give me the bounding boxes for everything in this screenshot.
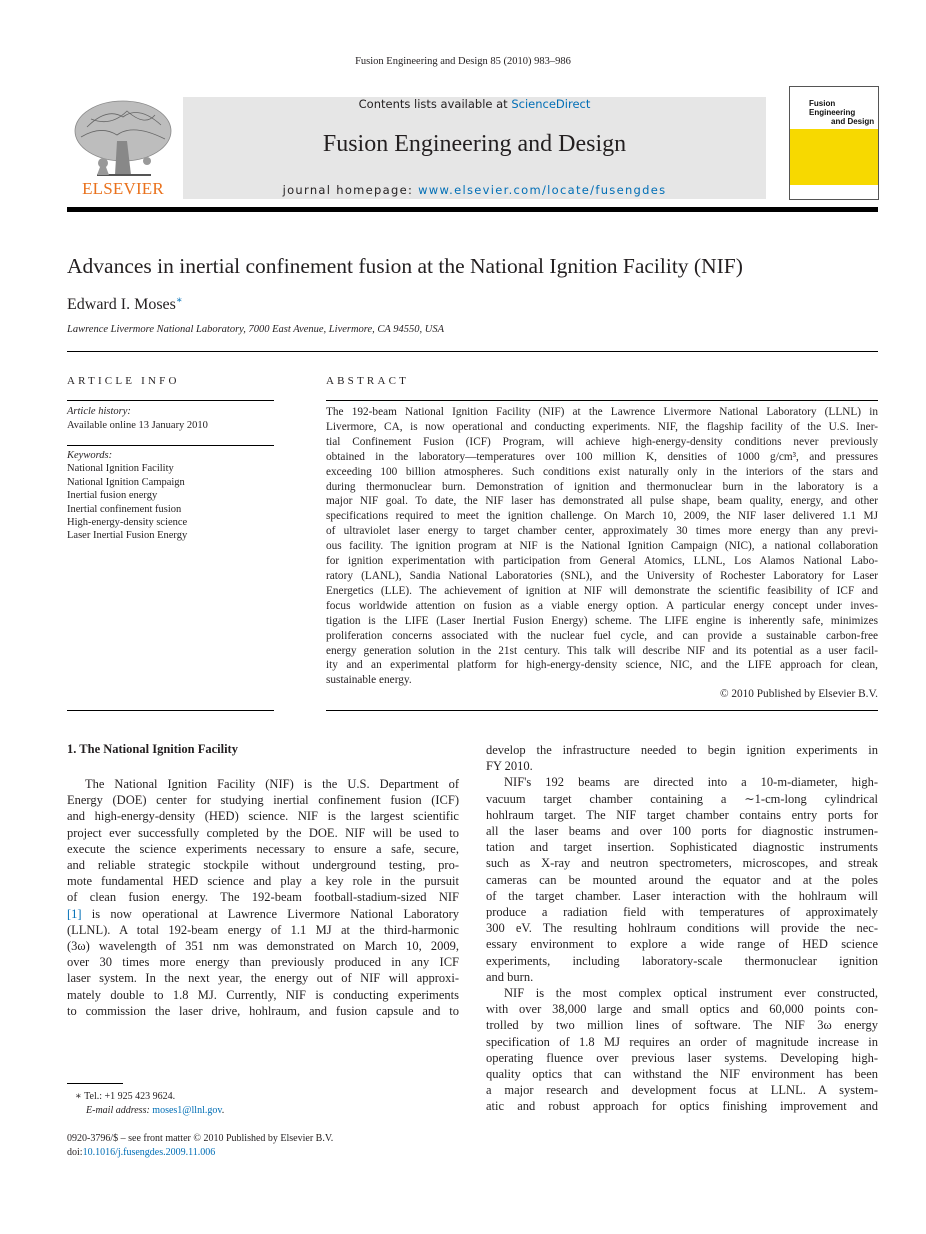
abstract-line: proliferation concerns associated with the nuclear fuel cycle, and can provide a sustainable carbon-free — [326, 629, 878, 642]
header-rule — [67, 351, 878, 352]
article-info-heading: ARTICLE INFO — [67, 375, 180, 387]
running-head: Fusion Engineering and Design 85 (2010) 983–986 — [355, 56, 571, 67]
body-line: FY 2010. — [486, 759, 533, 774]
abstract-rule — [326, 400, 878, 401]
body-line: such as X-ray and neutron spectrometers, microscopes, and streak — [486, 856, 878, 871]
elsevier-logo[interactable] — [67, 97, 179, 199]
body-line: develop the infrastructure needed to begin ignition experiments in — [486, 743, 878, 757]
body-line: a major research and development focus at LLNL. A system- — [486, 1083, 878, 1098]
body-line: produce a radiation field with temperatures of approximately — [486, 905, 878, 920]
body-line: execute the science experiments necessary to ensure a safe, secure, — [67, 841, 459, 856]
tree-icon — [67, 97, 179, 179]
article-title: Advances in inertial confinement fusion at the National Ignition Facility (NIF) — [67, 254, 743, 278]
abstract-line: for ignition experimentation with participation from General Atomics, LLNL, Los Alamos National Labo- — [326, 555, 878, 568]
body-line: of clean fusion energy. The 192-beam football-stadium-sized NIF — [67, 890, 459, 905]
abstract-line: ous facility. The ignition program at NIF is the National Ignition Campaign (NIC), a national collaboration — [326, 540, 878, 553]
abstract-line: Livermore, CA, is now operational and conducting experiments. NIF, the flagship facility of the U.S. Iner- — [326, 420, 878, 433]
body-line: all the laser beams and over 100 ports for diagnostic instrumen- — [486, 824, 878, 839]
journal-banner — [183, 97, 766, 199]
body-line: of the target chamber. Laser interaction with the hohlraum will — [486, 888, 878, 903]
body-line: (3ω) wavelength of 351 nm was demonstrated on March 10, 2009, — [67, 939, 459, 954]
history-label: Article history: — [67, 406, 131, 417]
homepage-line — [183, 183, 766, 197]
masthead-rule — [67, 207, 878, 212]
body-line: experiments, including laboratory-scale thermonuclear ignition — [486, 953, 878, 968]
body-line: The National Ignition Facility (NIF) is the U.S. Department of — [85, 777, 459, 791]
body-line: (LLNL). A total 192-beam energy of 1.1 MJ at the third-harmonic — [67, 922, 459, 937]
keyword-item: National Ignition Campaign — [67, 476, 185, 488]
body-line: trolled by two million lines of software. The NIF 3ω energy — [486, 1018, 878, 1033]
abstract-line: energy generation solution in the 21st century. This talk will describe NIF and its potential as a user facil- — [326, 644, 878, 657]
front-matter-line: 0920-3796/$ – see front matter © 2010 Published by Elsevier B.V. — [67, 1133, 334, 1144]
keyword-item: Laser Inertial Fusion Energy — [67, 530, 188, 542]
author-line — [67, 295, 183, 314]
author-footnote-mark[interactable]: ∗ — [175, 295, 183, 306]
elsevier-wordmark: ELSEVIER — [82, 179, 164, 198]
body-line: Energy (DOE) center for studying inertial confinement fusion (ICF) — [67, 793, 459, 808]
section-heading: 1. The National Ignition Facility — [67, 742, 238, 756]
body-line: and reliable strategic stockpile without underground testing, pro- — [67, 858, 459, 873]
homepage-link[interactable]: www.elsevier.com/locate/fusengdes — [418, 183, 667, 197]
issn-block — [67, 1132, 333, 1159]
doi-line: doi:10.1016/j.fusengdes.2009.11.006 — [67, 1146, 216, 1158]
keywords — [67, 449, 187, 543]
body-line: over 30 times more energy than previously produced in any ICF — [67, 955, 459, 970]
email-link[interactable]: moses1@llnl.gov — [152, 1104, 222, 1116]
abstract-line: ratory (LANL), Sandia National Laboratories (SNL), and the University of Rochester Laboratory for Laser — [326, 569, 878, 582]
journal-cover-thumbnail[interactable] — [789, 86, 879, 200]
body-line: atic and robust approach for optics finishing improvement and — [486, 1099, 878, 1114]
keywords-rule — [67, 445, 274, 446]
abstract-line: tigation is the LIFE (Laser Inertial Fusion Energy) scheme. The LIFE engine is inherently safe, minimizes — [326, 614, 878, 627]
body-line: NIF's 192 beams are directed into a 10-m-diameter, high- — [504, 775, 878, 790]
body-line: tation and target insertion. Sophisticated diagnostic instruments — [486, 840, 878, 855]
body-line: and high-energy-density (HED) science. NIF is the largest scientific — [67, 809, 459, 824]
body-line: mately double to 1.8 MJ. Currently, NIF is conducting experiments — [67, 987, 459, 1002]
body-line: with over 38,000 large and small optics and 60,000 points con- — [486, 1002, 878, 1017]
body-line: mote fundamental HED science and play a key role in the pursuit — [67, 874, 459, 889]
author-name: Edward I. Moses — [67, 296, 176, 313]
keyword-item: Inertial confinement fusion — [67, 503, 182, 515]
abstract-line: The 192-beam National Ignition Facility (NIF) at the Lawrence Livermore National Laboratory (LLNL) in — [326, 406, 878, 418]
footnote-rule — [67, 1083, 123, 1084]
body-line: cameras can be mounted around the equator and at the poles — [486, 872, 878, 887]
body-line: NIF is the most complex optical instrument ever constructed, — [504, 986, 878, 1001]
doi-link[interactable]: 10.1016/j.fusengdes.2009.11.006 — [82, 1146, 216, 1158]
keyword-item: Inertial fusion energy — [67, 490, 158, 502]
body-line: laser system. In the next year, the energy out of NIF will approxi- — [67, 971, 459, 986]
body-line: quality optics that can withstand the NIF environment has been — [486, 1067, 878, 1082]
footnote-email-line: E-mail address: moses1@llnl.gov. — [86, 1104, 225, 1116]
abstract-text — [326, 405, 878, 688]
keywords-label: Keywords: — [67, 450, 113, 461]
body-line: essary environment to explore a wide range of HED science — [486, 937, 878, 952]
abstract-line: obtained in the laboratory—temperatures over 100 million K, densities of 1000 g/cm³, and pressures — [326, 450, 878, 463]
history-value: Available online 13 January 2010 — [67, 420, 208, 431]
body-line: to commission the laser drive, hohlraum, and fusion capsule and to — [67, 1003, 459, 1018]
abstract-line: exceeding 100 billion atmospheres. Such conditions exist naturally only in the interiors of the stars and — [326, 465, 878, 478]
body-line: vacuum target chamber containing a ∼1-cm-long cylindrical — [486, 791, 878, 806]
body-line: project ever successfully completed by the DOE. NIF will be used to — [67, 825, 459, 840]
sciencedirect-link[interactable]: ScienceDirect — [511, 97, 591, 111]
abstract-line: specifications required to meet the ignition challenge. On March 10, 2009, the NIF laser delivered 1.1 MJ — [326, 510, 878, 523]
abstract-copyright: © 2010 Published by Elsevier B.V. — [719, 688, 878, 700]
reference-link[interactable]: [1] — [67, 906, 82, 921]
keyword-item: National Ignition Facility — [67, 463, 174, 475]
affiliation: Lawrence Livermore National Laboratory, 7000 East Avenue, Livermore, CA 94550, USA — [67, 324, 445, 335]
body-line: operating fluence over previous laser systems. Developing high- — [486, 1050, 878, 1065]
abstract-heading: ABSTRACT — [326, 375, 410, 387]
article-history — [67, 405, 208, 433]
footnote-tel: ∗ Tel.: +1 925 423 9624. — [75, 1091, 176, 1102]
body-line-with-ref: [1] is now operational at Lawrence Livermore National Laboratory — [67, 906, 459, 921]
abstract-line: major NIF goal. To date, the NIF laser has demonstrated all pulse shape, beam quality, energy, and other — [326, 495, 878, 508]
contents-line — [183, 97, 766, 111]
footnote — [67, 1090, 224, 1117]
body-column-right — [486, 742, 878, 1115]
article-info-bottom-rule — [67, 710, 274, 711]
homepage-prefix: journal homepage: — [282, 183, 419, 197]
abstract-line: of ultraviolet laser energy to target chamber center, approximately 30 times more energy than any previ- — [326, 525, 878, 538]
abstract-line: tial Confinement Fusion (ICF) Program, will achieve high-energy-density conditions never previously — [326, 435, 878, 448]
abstract-line: during thermonuclear burn. Demonstration of ignition and thermonuclear burn in the laboratory is a — [326, 480, 878, 493]
keyword-item: High-energy-density science — [67, 517, 188, 529]
body-line: hohlraum target. The NIF target chamber contains entry ports for — [486, 807, 878, 822]
body-column-left — [67, 776, 459, 1019]
body-line: 300 eV. The resulting hohlraum conditions will provide the nec- — [486, 921, 878, 936]
abstract-line: Energetics (LLE). The achievement of ignition at NIF will demonstrate the scientific feasibility of ICF and — [326, 584, 878, 597]
body-line: and burn. — [486, 969, 534, 984]
journal-title: Fusion Engineering and Design — [322, 131, 627, 157]
contents-prefix: Contents lists available at — [358, 97, 512, 111]
abstract-line: sustainable energy. — [326, 674, 412, 687]
cover-title: Fusion Engineering and Design — [809, 99, 875, 126]
article-info-rule — [67, 400, 274, 401]
email-label: E-mail address: — [86, 1104, 153, 1116]
abstract-bottom-rule — [326, 710, 878, 711]
body-line: specification of 1.8 MJ requires an order of magnitude increase in — [486, 1034, 878, 1049]
abstract-line: focus worldwide attention on fusion as a viable energy option. A particular energy concept under inves- — [326, 599, 878, 612]
abstract-line: ity and an experimental platform for high-energy-density science, NIC, and the LIFE approach for clean, — [326, 659, 878, 672]
